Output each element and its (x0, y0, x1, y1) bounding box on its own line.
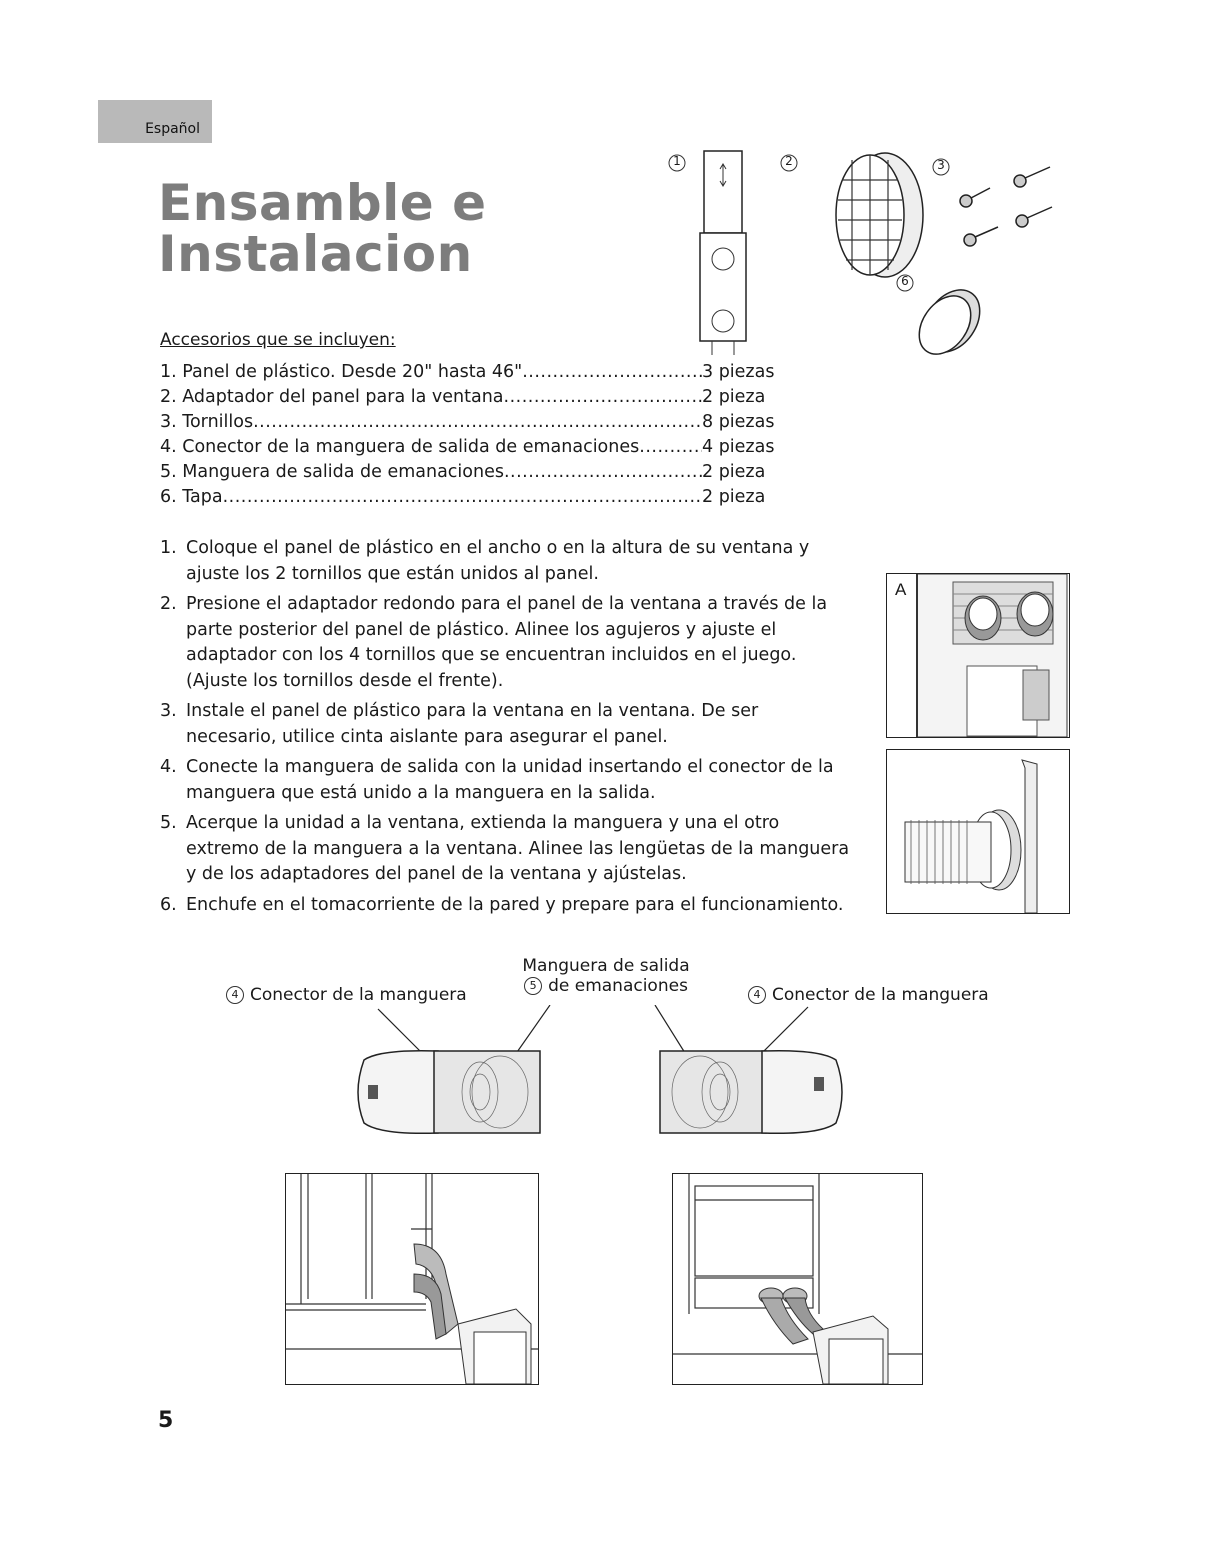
step-item: 4. Conecte la manguera de salida con la unidad insertando el conector de la manguera que está unido a la manguera en la salida. (160, 757, 834, 803)
step-item: 3. Instale el panel de plástico para la ventana en la ventana. De ser necesario, utilice cinta aislante para asegurar el panel. (160, 701, 759, 747)
accessory-item: 2. Adaptador del panel para la ventana ..... 2 pieza (160, 385, 780, 410)
installation-steps (160, 536, 850, 923)
accessory-item: 3. Tornillos ..... 8 piezas (160, 410, 780, 435)
part-3-number: 3 (937, 158, 945, 172)
part-1-number: 1 (673, 154, 681, 168)
language-tab-label: Español (145, 121, 200, 137)
exhaust-hose-label (506, 956, 706, 996)
figure-c-vertical-window (285, 1173, 539, 1385)
unit-rear-drawing (887, 574, 1069, 737)
page-title (158, 174, 487, 283)
part-6-number: 6 (901, 274, 909, 288)
vertical-window-drawing (286, 1174, 538, 1384)
step-item: 5. Acerque la unidad a la ventana, extienda la manguera y una el otro extremo de la manguera a la ventana. Alinee las lengüetas de la manguera y de los adaptadores del panel de la ventana y ajústelas. (160, 813, 850, 884)
exhaust-hose-drawing (350, 1005, 850, 1145)
accessory-item: 6. Tapa ..... 2 pieza (160, 485, 780, 510)
page-title-line1: Ensamble e (158, 174, 487, 232)
exhaust-hose-label-line2: 5 de emanaciones (506, 976, 706, 996)
language-tab (98, 100, 212, 143)
page-title-line2: Instalacion (158, 225, 473, 283)
figure-d-horizontal-window (672, 1173, 923, 1385)
horizontal-window-drawing (673, 1174, 922, 1384)
step-item: 2. Presione el adaptador redondo para el panel de la ventana a través de la parte posterior del panel de plástico. Alinee los agujeros y ajuste el adaptador con los 4 tornillos que se encuentran incluidos en el juego. (Ajuste los tornillos desde el frente). (160, 594, 828, 691)
parts-illustration (660, 145, 1100, 370)
step-item: 6. Enchufe en el tomacorriente de la pared y prepare para el funcionamiento. (160, 894, 844, 915)
page-number: 5 (158, 1408, 174, 1433)
part-2-number: 2 (785, 154, 793, 168)
callout-number-5: 5 (524, 977, 542, 995)
hose-adapter-drawing (887, 750, 1069, 913)
screws-drawing (960, 167, 1052, 246)
step-item: 1. Coloque el panel de plástico en el ancho o en la altura de su ventana y ajuste los 2 tornillos que están unidos al panel. (160, 538, 810, 584)
accessories-list (160, 360, 780, 510)
accessory-item: 4. Conector de la manguera de salida de emanaciones ..... 4 piezas (160, 435, 780, 460)
exhaust-hose-label-line1: Manguera de salida (522, 956, 690, 976)
hose-connector-left-label: 4 Conector de la manguera (226, 985, 467, 1005)
accessory-item: 1. Panel de plástico. Desde 20" hasta 46" ..... 3 piezas (160, 360, 780, 385)
figure-a-label: A (895, 580, 907, 599)
hose-connector-right-label: 4 Conector de la manguera (748, 985, 989, 1005)
accessory-item: 5. Manguera de salida de emanaciones ..... 2 pieza (160, 460, 780, 485)
callout-number-4: 4 (226, 986, 244, 1004)
accessories-heading: Accesorios que se incluyen: (160, 330, 396, 350)
figure-b-hose-adapter (886, 749, 1070, 914)
figure-a-unit-rear (886, 573, 1070, 738)
callout-number-4: 4 (748, 986, 766, 1004)
